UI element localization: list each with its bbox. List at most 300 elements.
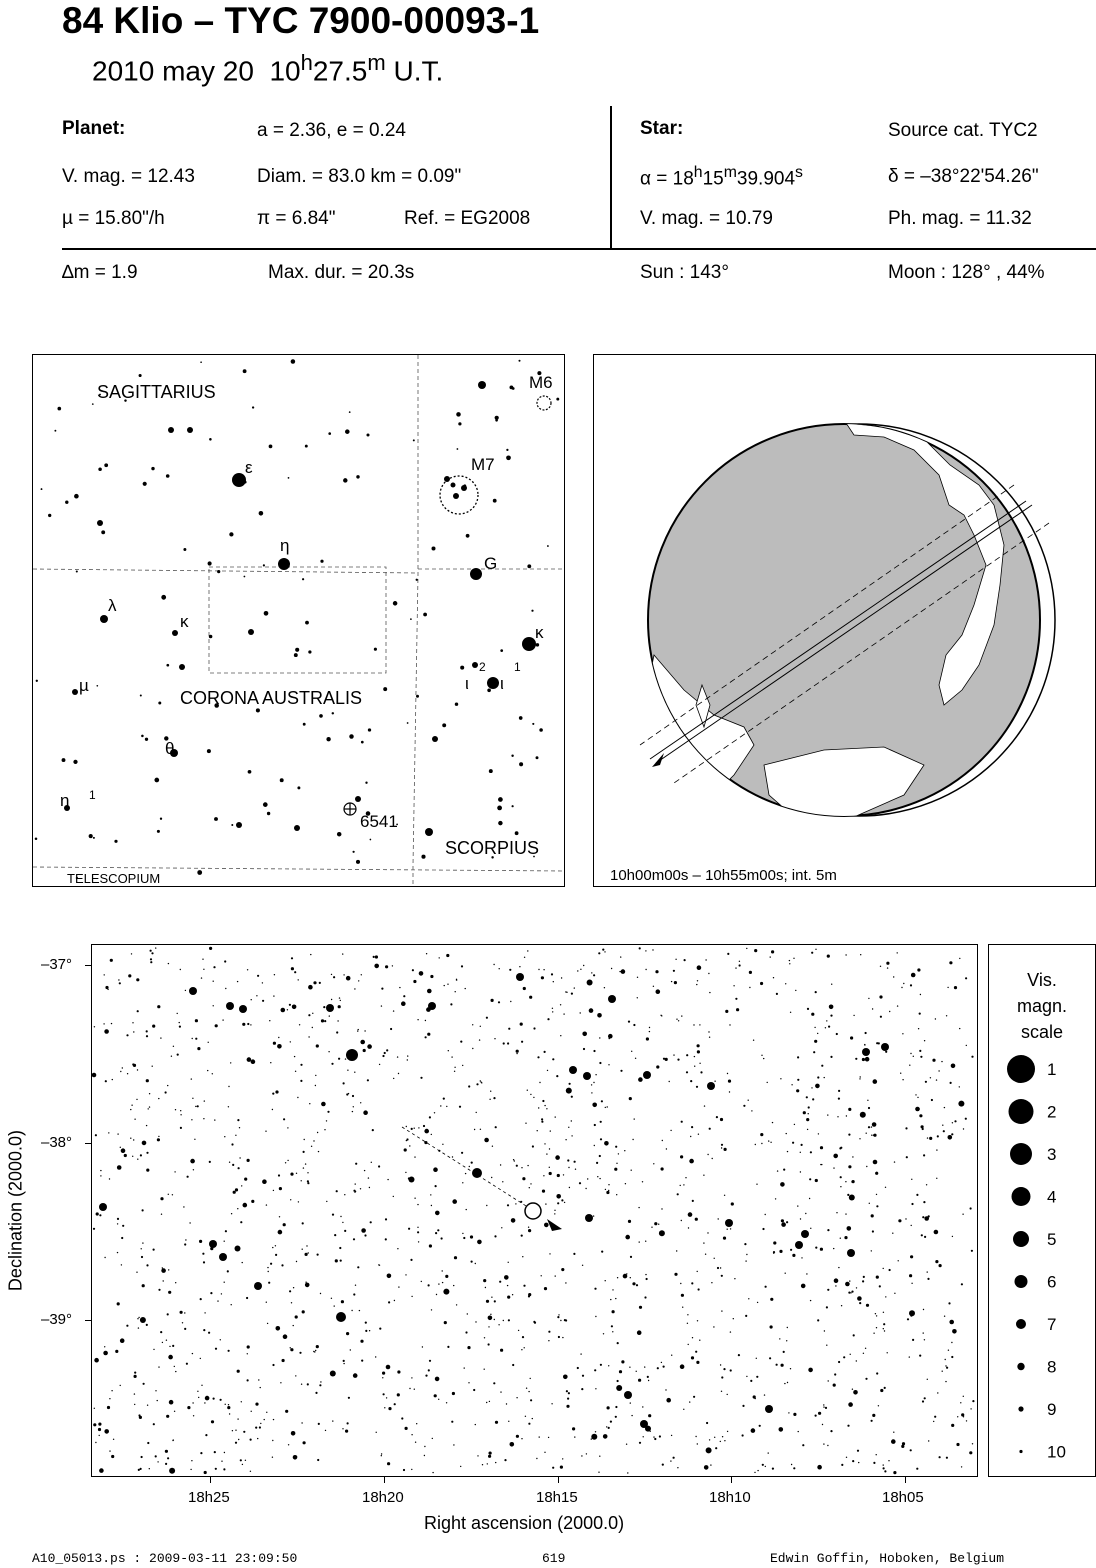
field-star — [696, 1361, 699, 1364]
field-star — [770, 956, 771, 957]
field-star — [803, 1111, 806, 1114]
finder-star — [104, 463, 108, 467]
field-star — [569, 1187, 570, 1188]
finder-bright-star — [72, 689, 78, 695]
field-star — [439, 957, 440, 958]
field-star — [860, 954, 861, 955]
field-star — [833, 1248, 834, 1249]
field-star — [594, 1288, 596, 1290]
field-star — [442, 1282, 443, 1283]
field-star — [506, 1403, 507, 1404]
field-star — [935, 1260, 938, 1263]
field-star — [657, 1367, 659, 1369]
field-star — [924, 1216, 929, 1221]
field-star — [408, 1177, 410, 1179]
field-star — [331, 1298, 332, 1299]
field-star — [303, 1441, 306, 1444]
field-star — [593, 1215, 594, 1216]
field-star — [873, 1079, 878, 1084]
field-star — [379, 1064, 380, 1065]
field-star — [368, 1177, 369, 1178]
field-star — [852, 1389, 853, 1390]
field-star — [700, 1071, 702, 1073]
finder-bright-star — [278, 558, 290, 570]
field-bright-star — [795, 1241, 803, 1249]
field-star — [551, 973, 553, 975]
field-star — [530, 1378, 531, 1379]
field-star — [553, 981, 554, 982]
field-star — [632, 1282, 635, 1285]
field-star — [163, 1280, 164, 1281]
field-star — [580, 1012, 581, 1013]
field-star — [197, 1391, 198, 1392]
field-star — [862, 1058, 865, 1061]
field-star — [805, 1213, 806, 1214]
field-star — [289, 1004, 291, 1006]
field-star — [552, 1058, 554, 1060]
field-star — [814, 1027, 815, 1028]
field-star — [912, 1339, 914, 1341]
field-star — [849, 1280, 850, 1281]
field-star — [215, 1024, 218, 1027]
field-star — [730, 1369, 732, 1371]
boundary-line — [413, 355, 418, 886]
field-star — [526, 1388, 527, 1389]
field-star — [645, 1426, 651, 1432]
field-star — [923, 1201, 925, 1203]
field-star — [574, 987, 575, 988]
field-star — [480, 1026, 481, 1027]
field-star — [197, 1047, 200, 1050]
field-star — [706, 1447, 712, 1453]
field-star — [228, 1404, 229, 1405]
field-star — [279, 1216, 280, 1217]
field-star — [853, 1015, 854, 1016]
field-star — [307, 1383, 309, 1385]
field-star — [691, 1356, 694, 1359]
field-star — [924, 1040, 925, 1041]
field-star — [295, 1456, 297, 1458]
field-star — [917, 968, 920, 971]
field-star — [408, 1228, 410, 1230]
field-star — [94, 1358, 99, 1363]
field-star — [247, 1353, 248, 1354]
field-star — [528, 1391, 529, 1392]
field-star — [225, 1404, 226, 1405]
field-star — [200, 1452, 202, 1454]
field-star — [722, 1436, 723, 1437]
field-star — [279, 1187, 282, 1190]
field-star — [936, 1149, 937, 1150]
field-star — [951, 1064, 956, 1069]
field-star — [858, 1462, 859, 1463]
field-star — [137, 1318, 138, 1319]
field-star — [693, 1024, 694, 1025]
legend-value: 6 — [1047, 1272, 1057, 1292]
field-star — [818, 1133, 819, 1134]
field-star — [894, 1161, 895, 1162]
field-star — [883, 1328, 884, 1329]
field-star — [162, 1267, 163, 1268]
field-star — [817, 1033, 818, 1034]
field-star — [815, 1179, 818, 1182]
field-star — [340, 1260, 342, 1262]
field-star — [392, 965, 393, 966]
field-star — [521, 1167, 522, 1168]
field-star — [479, 1039, 480, 1040]
field-star — [869, 1203, 870, 1204]
field-star — [381, 1453, 382, 1454]
field-star — [906, 1156, 908, 1158]
field-star — [104, 974, 105, 975]
field-star — [682, 1307, 683, 1308]
field-star — [99, 1435, 100, 1436]
field-star — [605, 1189, 606, 1190]
field-star — [972, 1400, 974, 1402]
field-star — [485, 1287, 486, 1288]
field-star — [508, 1028, 510, 1030]
field-star — [456, 979, 457, 980]
field-star — [393, 1010, 394, 1011]
field-star — [567, 1159, 569, 1161]
field-star — [494, 1235, 496, 1237]
field-star — [348, 1397, 350, 1399]
field-star — [519, 966, 520, 967]
field-star — [522, 1177, 525, 1180]
label-iota1: ι — [500, 674, 504, 693]
finder-bright-star — [425, 828, 433, 836]
field-star — [486, 1205, 487, 1206]
field-star — [130, 1109, 131, 1110]
field-star — [671, 1355, 672, 1356]
finder-star — [349, 411, 351, 413]
finder-star — [365, 782, 367, 784]
field-star — [175, 1109, 176, 1110]
field-star — [884, 1470, 886, 1472]
field-star — [656, 1065, 659, 1068]
field-star — [579, 1182, 581, 1184]
sun-elongation: Sun : 143° — [640, 262, 729, 283]
field-star — [376, 1432, 377, 1433]
field-star — [599, 1037, 600, 1038]
field-star — [631, 1051, 632, 1052]
field-star — [838, 1361, 840, 1363]
field-star — [856, 1287, 857, 1288]
field-star — [430, 975, 433, 978]
finder-bright-star — [97, 520, 103, 526]
field-star — [556, 1194, 561, 1199]
finder-star — [214, 817, 218, 821]
label-telescopium: TELESCOPIUM — [67, 871, 161, 886]
field-star — [555, 1116, 556, 1117]
field-star — [673, 970, 675, 972]
field-star — [879, 1285, 881, 1287]
field-star — [801, 1144, 803, 1146]
field-bright-star — [219, 1253, 227, 1261]
field-star — [332, 1214, 334, 1216]
field-star — [893, 1471, 896, 1474]
field-star — [585, 1188, 586, 1189]
field-star — [536, 1458, 537, 1459]
field-star — [480, 1129, 481, 1130]
field-star — [599, 1456, 600, 1457]
field-star — [504, 1459, 506, 1461]
field-star — [847, 1226, 852, 1231]
field-star — [551, 1403, 552, 1404]
field-star — [493, 964, 494, 965]
xtick-18h20: 18h20 — [362, 1489, 404, 1506]
field-star — [802, 1444, 804, 1446]
field-star — [446, 954, 449, 957]
field-star — [582, 1032, 587, 1037]
finder-star — [305, 445, 308, 448]
field-star — [148, 1108, 149, 1109]
field-star — [476, 1083, 478, 1085]
field-star — [384, 1052, 386, 1054]
field-star — [659, 1435, 661, 1437]
field-star — [167, 1313, 169, 1315]
field-star — [727, 1394, 728, 1395]
info-divider-horizontal — [62, 248, 1096, 250]
field-star — [855, 1058, 857, 1060]
label-epsilon: ε — [245, 458, 253, 477]
field-star — [759, 1425, 761, 1427]
field-star — [522, 1256, 523, 1257]
finder-star — [157, 830, 160, 833]
field-star — [724, 1440, 725, 1441]
field-star — [326, 1201, 327, 1202]
field-star — [768, 1140, 769, 1141]
field-star — [856, 1360, 857, 1361]
finder-bright-star — [478, 381, 486, 389]
field-star — [185, 1239, 186, 1240]
finder-star — [294, 653, 298, 657]
field-star — [711, 1282, 712, 1283]
field-star — [104, 1429, 109, 1434]
field-star — [678, 1020, 679, 1021]
finder-star — [89, 834, 93, 838]
field-star — [568, 1392, 570, 1394]
field-star — [334, 1234, 336, 1236]
finder-star — [332, 712, 334, 714]
field-star — [557, 1316, 559, 1318]
field-star — [720, 1441, 721, 1442]
field-star — [697, 1320, 698, 1321]
field-star — [583, 1048, 585, 1050]
field-star — [138, 1414, 140, 1416]
field-star — [549, 1172, 552, 1175]
field-star — [500, 1391, 501, 1392]
field-star — [460, 1466, 461, 1467]
field-star — [383, 1393, 385, 1395]
field-star — [680, 1185, 681, 1186]
field-star — [260, 1423, 261, 1424]
finder-star — [319, 714, 323, 718]
field-star — [442, 1270, 443, 1271]
field-star — [742, 1434, 744, 1436]
field-star — [810, 1228, 811, 1229]
footer-page-number: 619 — [542, 1551, 566, 1566]
field-star — [825, 1407, 827, 1409]
field-star — [838, 1098, 840, 1100]
field-star — [792, 1142, 794, 1144]
field-star — [213, 981, 214, 982]
field-star — [542, 1100, 544, 1102]
field-star — [315, 1075, 316, 1076]
field-star — [746, 1376, 747, 1377]
field-star — [465, 1331, 467, 1333]
field-star — [689, 1159, 694, 1164]
field-star — [873, 1135, 874, 1136]
field-star — [302, 1222, 304, 1224]
field-star — [769, 1357, 771, 1359]
field-star — [310, 954, 311, 955]
field-star — [806, 1118, 809, 1121]
legend-value: 10 — [1047, 1442, 1066, 1462]
field-star — [876, 1042, 878, 1044]
field-star — [224, 960, 226, 962]
field-star — [932, 1059, 935, 1062]
field-star — [133, 1139, 134, 1140]
finder-bright-star — [522, 637, 536, 651]
field-star — [414, 1128, 415, 1129]
field-star — [817, 1319, 819, 1321]
field-star — [868, 1107, 870, 1109]
field-star — [168, 1269, 169, 1270]
field-star — [316, 1345, 319, 1348]
field-star — [489, 1401, 490, 1402]
field-star — [935, 1018, 936, 1019]
field-star — [414, 1198, 415, 1199]
field-star — [278, 1174, 280, 1176]
field-star — [184, 1243, 186, 1245]
finder-star — [161, 595, 166, 600]
field-star — [168, 1355, 173, 1360]
field-star — [713, 1326, 714, 1327]
field-star — [165, 1450, 168, 1453]
field-star — [446, 1402, 447, 1403]
finder-star — [352, 851, 354, 853]
field-star — [674, 981, 677, 984]
field-star — [638, 1207, 639, 1208]
field-star — [471, 1162, 473, 1164]
field-star — [539, 1436, 540, 1437]
field-star — [417, 1231, 419, 1233]
field-star — [876, 1372, 878, 1374]
field-star — [147, 1405, 148, 1406]
legend-dot — [1015, 1275, 1028, 1288]
ytick-37: –37° — [41, 956, 73, 973]
field-star — [723, 1237, 726, 1240]
field-star — [473, 1389, 475, 1391]
zoom-frame — [209, 567, 386, 673]
field-star — [492, 1146, 493, 1147]
field-star — [230, 1062, 231, 1063]
field-star — [698, 1134, 699, 1135]
field-star — [268, 1282, 270, 1284]
field-star — [841, 1305, 842, 1306]
field-star — [287, 1160, 288, 1161]
finder-bright-star — [236, 822, 242, 828]
finder-star — [366, 433, 369, 436]
field-star — [493, 1382, 495, 1384]
field-star — [342, 1428, 343, 1429]
field-star — [401, 1417, 403, 1419]
finder-star — [498, 821, 502, 825]
field-star — [688, 1227, 689, 1228]
field-star — [93, 1228, 95, 1230]
field-star — [797, 1205, 798, 1206]
finder-star — [209, 438, 212, 441]
field-star — [141, 1248, 142, 1249]
field-star — [115, 1350, 118, 1353]
field-star — [434, 1112, 435, 1113]
finder-star — [280, 778, 284, 782]
field-star — [746, 948, 747, 949]
finder-star — [326, 737, 330, 741]
field-star — [113, 1439, 114, 1440]
field-star — [110, 959, 113, 962]
field-star — [587, 980, 593, 986]
field-star — [327, 1111, 329, 1113]
field-star — [909, 1274, 912, 1277]
field-star — [266, 1302, 267, 1303]
field-star — [456, 1304, 457, 1305]
field-star — [438, 1283, 439, 1284]
field-star — [266, 1204, 267, 1205]
finder-star — [229, 532, 233, 536]
finder-bright-star — [248, 629, 254, 635]
field-star — [120, 1147, 121, 1148]
finder-bright-star — [187, 427, 193, 433]
field-star — [697, 1443, 698, 1444]
field-star — [283, 1334, 288, 1339]
field-star — [204, 1312, 205, 1313]
field-star — [661, 1208, 662, 1209]
field-star — [428, 1284, 430, 1286]
field-star — [304, 1139, 305, 1140]
field-star — [290, 1347, 291, 1348]
field-star — [824, 1330, 825, 1331]
planet-ref: Ref. = EG2008 — [404, 208, 531, 229]
field-star — [739, 964, 741, 966]
field-star — [610, 1421, 612, 1423]
field-star — [950, 1082, 952, 1084]
field-star — [515, 1203, 516, 1204]
field-star — [394, 1403, 396, 1405]
field-star — [653, 1163, 654, 1164]
field-star — [569, 1083, 571, 1085]
field-star — [222, 1019, 223, 1020]
field-star — [776, 1364, 778, 1366]
field-star — [956, 1443, 959, 1446]
field-star — [93, 1423, 96, 1426]
field-star — [704, 1105, 705, 1106]
finder-star — [35, 838, 38, 841]
field-star — [735, 967, 736, 968]
field-star — [171, 1056, 172, 1057]
field-star — [595, 1074, 596, 1075]
field-star — [965, 977, 967, 979]
field-star — [952, 1329, 957, 1334]
field-star — [639, 1442, 641, 1444]
field-star — [461, 965, 463, 967]
field-star — [446, 1106, 447, 1107]
field-star — [173, 1439, 174, 1440]
field-star — [859, 1138, 860, 1139]
field-star — [714, 1081, 715, 1082]
field-star — [663, 1058, 665, 1060]
